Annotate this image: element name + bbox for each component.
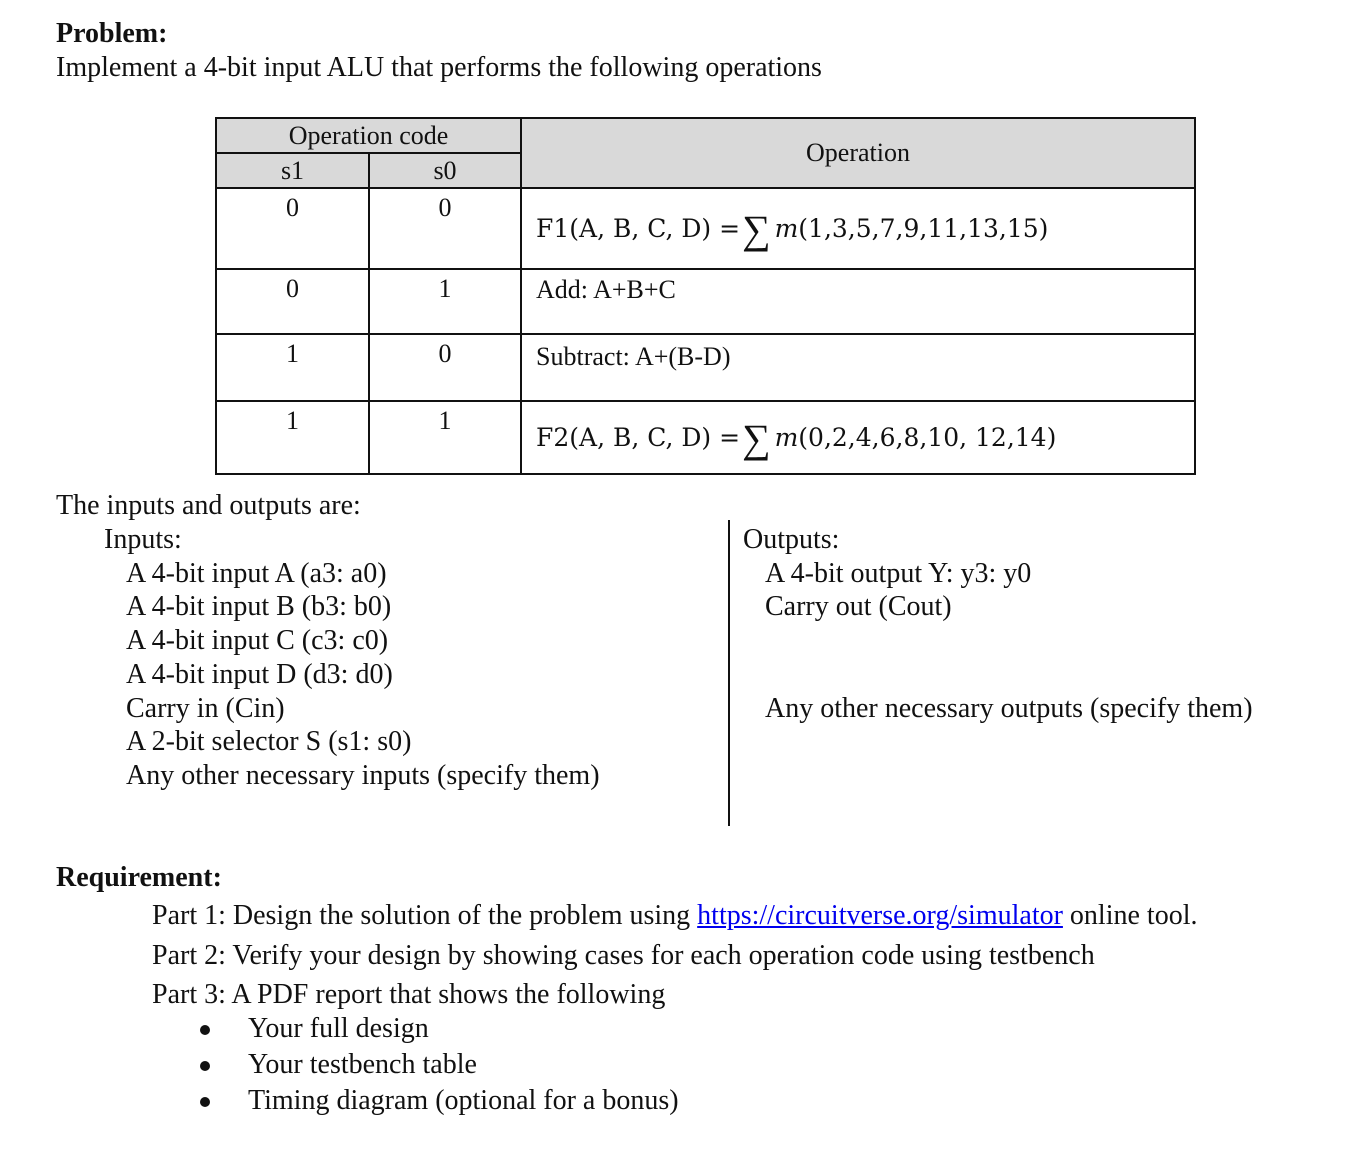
requirement-part2: Part 2: Verify your design by showing cases for each operation code using testbench [152,940,1095,971]
requirement-part3: Part 3: A PDF report that shows the following [152,979,666,1010]
operation-table [215,117,1196,475]
table-row [216,334,1195,401]
s0-cell: 1 [369,401,521,474]
input-item: A 4-bit input C (c3: c0) [126,625,389,656]
outputs-label: Outputs: [743,524,840,555]
s1-header: s1 [216,153,369,188]
sigma-symbol: ∑ [742,206,771,252]
input-item: A 2-bit selector S (s1: s0) [126,726,412,757]
io-intro: The inputs and outputs are: [56,490,361,521]
s0-header: s0 [369,153,521,188]
table-row [216,401,1195,474]
s1-cell: 1 [216,401,369,474]
s1-cell: 0 [216,188,369,269]
input-item: A 4-bit input A (a3: a0) [126,558,387,589]
formula-lhs: F2(A, B, C, D) = [536,422,741,452]
operation-header: Operation [521,118,1195,188]
input-item: A 4-bit input D (d3: d0) [126,659,393,690]
bullet-item: Your testbench table [248,1049,477,1080]
bullet-item: Timing diagram (optional for a bonus) [248,1085,679,1116]
s0-cell: 1 [369,269,521,334]
formula-rhs: (0,2,4,6,8,10, 12,14) [798,422,1057,452]
formula-rhs: (1,3,5,7,9,11,13,15) [798,213,1049,243]
operation-cell: Add: A+B+C [521,269,1195,334]
output-item-other: Any other necessary outputs (specify them) [765,693,1253,724]
requirement-part1 [152,900,1197,932]
formula-lhs: F1(A, B, C, D) = [536,213,741,243]
table-row [216,188,1195,269]
problem-heading: Problem: [56,18,168,49]
part1-prefix: Part 1: Design the solution of the problem using [152,900,698,931]
minterm-symbol: m [774,422,799,452]
input-item: Carry in (Cin) [126,693,285,724]
input-item: A 4-bit input B (b3: b0) [126,591,392,622]
operation-code-header: Operation code [216,118,521,153]
minterm-symbol: m [774,213,799,243]
bullet-icon [200,1097,210,1107]
s1-cell: 1 [216,334,369,401]
s1-cell: 0 [216,269,369,334]
input-item: Any other necessary inputs (specify them) [126,760,600,791]
operation-cell [521,188,1195,269]
requirement-heading: Requirement: [56,862,222,893]
bullet-icon [200,1061,210,1071]
bullet-item: Your full design [248,1013,429,1044]
bullet-icon [200,1025,210,1035]
s0-cell: 0 [369,334,521,401]
problem-description: Implement a 4-bit input ALU that performs the following operations [56,52,822,83]
circuitverse-link[interactable]: https://circuitverse.org/simulator [697,900,1063,931]
part1-suffix: online tool. [1062,900,1198,931]
operation-cell [521,401,1195,474]
inputs-label: Inputs: [104,524,182,555]
table-row [216,269,1195,334]
output-item: Carry out (Cout) [765,591,952,622]
io-divider [728,520,730,826]
sigma-symbol: ∑ [742,415,771,461]
operation-cell: Subtract: A+(B-D) [521,334,1195,401]
output-item: A 4-bit output Y: y3: y0 [765,558,1032,589]
s0-cell: 0 [369,188,521,269]
